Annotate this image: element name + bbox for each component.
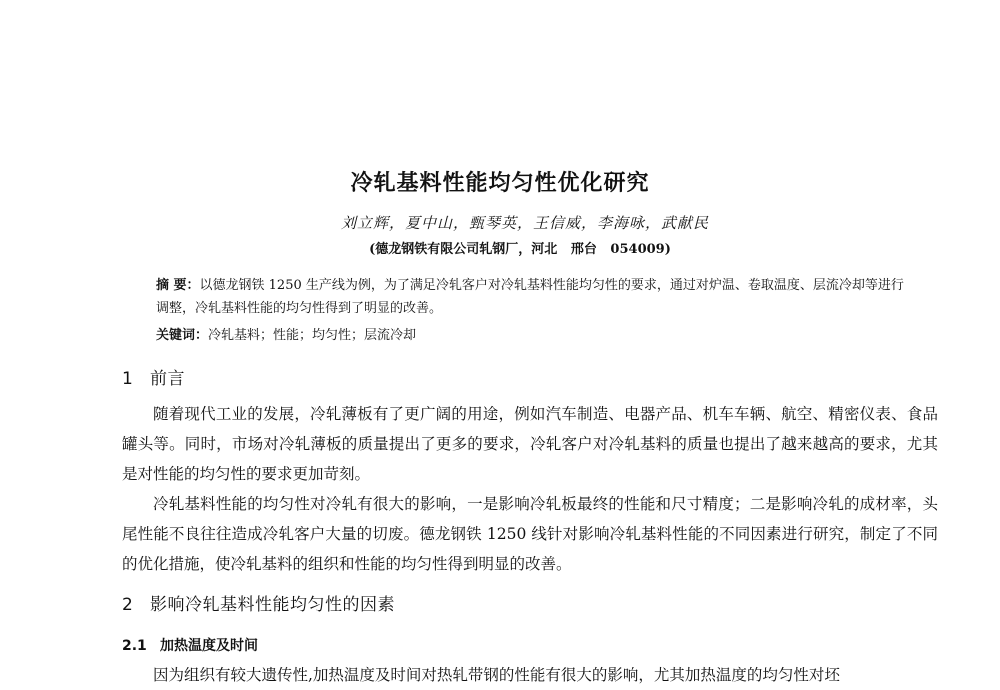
- section-heading-2: [122, 590, 395, 615]
- abstract-text: 以德龙钢铁 1250 生产线为例，为了满足冷轧客户对冷轧基料性能均匀性的要求，通过对炉温、卷取温度、层流冷却等进行调整，冷轧基料性能的均匀性得到了明显的改善。: [156, 278, 904, 316]
- subsection-number: 2.1: [122, 638, 147, 654]
- abstract: [156, 274, 916, 320]
- subsection-title: 加热温度及时间: [160, 638, 258, 654]
- keywords-text: 冷轧基料；性能；均匀性；层流冷却: [208, 328, 417, 343]
- keywords: [156, 324, 916, 343]
- paragraph: 随着现代工业的发展，冷轧薄板有了更广阔的用途，例如汽车制造、电器产品、机车车辆、航空、精密仪表、食品罐头等。同时，市场对冷轧薄板的质量提出了更多的要求，冷轧客户对冷轧基料的质量也提出了越来越高的要求，尤其是对性能的均匀性的要求更加苛刻。: [122, 405, 938, 483]
- section-heading-1: [122, 364, 185, 389]
- section-title: 前言: [150, 369, 185, 389]
- keywords-label: 关键词：: [156, 328, 209, 343]
- subsection-heading-2-1: [122, 635, 258, 655]
- abstract-label: 摘 要：: [156, 278, 200, 293]
- author-list: 刘立辉，夏中山，甄琴英，王信威，李海咏，武献民: [340, 214, 709, 232]
- section-number: 2: [122, 595, 134, 615]
- section-title: 影响冷轧基料性能均匀性的因素: [150, 595, 395, 615]
- section-number: 1: [122, 369, 134, 389]
- paragraph: 冷轧基料性能的均匀性对冷轧有很大的影响，一是影响冷轧板最终的性能和尺寸精度；二是影响冷轧的成材率，头尾性能不良往往造成冷轧客户大量的切废。德龙钢铁 1250 线针对影响冷轧基料性能的不同因素进行研究，制定了不同的优化措施，使冷轧基料的组织和性能的均匀性得到明显的改善。: [122, 495, 938, 573]
- paper-title: 冷轧基料性能均匀性优化研究: [350, 171, 650, 196]
- affiliation: (德龙钢铁有限公司轧钢厂，河北 邢台 054009): [369, 242, 671, 257]
- paragraph: 因为组织有较大遗传性,加热温度及时间对热轧带钢的性能有很大的影响，尤其加热温度的均匀性对坯: [153, 666, 840, 684]
